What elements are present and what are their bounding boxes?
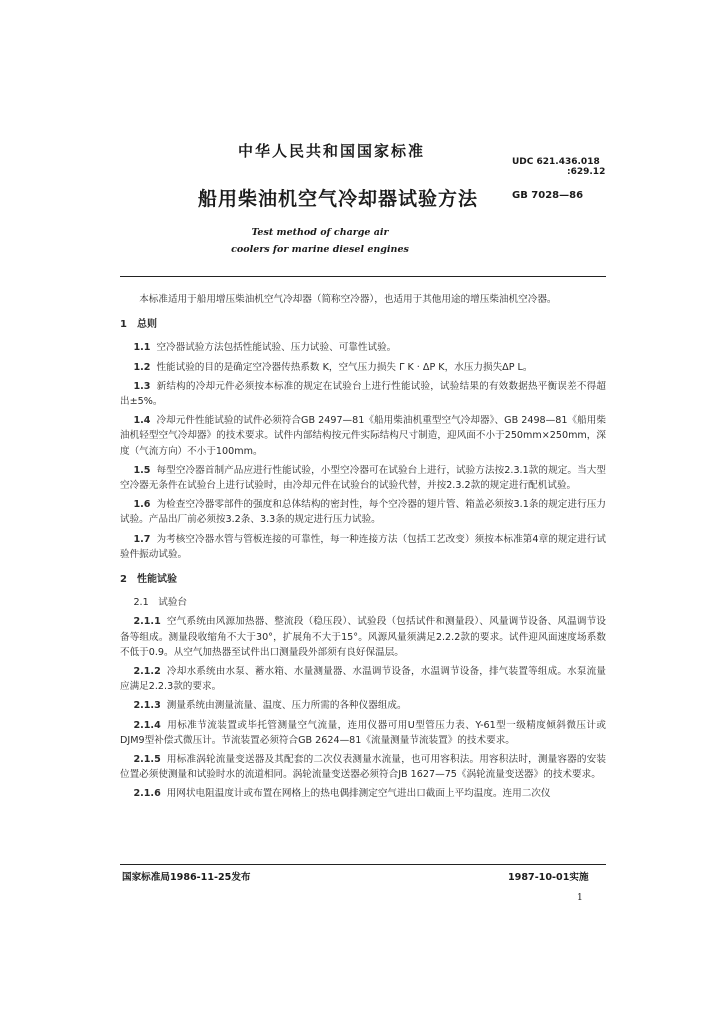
clause-number: 1.2: [133, 361, 151, 373]
clause-text: 性能试验的目的是确定空冷器传热系数 K，空气压力损失 Γ K · ΔP K，水压力损失ΔP L。: [156, 361, 533, 373]
clause-number: 1.6: [133, 499, 151, 511]
section-2-clause: [120, 752, 606, 782]
clause-text: 用网状电阻温度计或布置在网格上的热电偶排测定空气进出口截面上平均温度。连用二次仪: [166, 788, 551, 800]
section-2-clause: [120, 614, 606, 660]
section-2-clause: [120, 698, 606, 713]
document-body: [120, 292, 606, 802]
udc-code: [512, 157, 605, 177]
section-2-clause: [120, 664, 606, 694]
section-2-clause: [120, 786, 606, 801]
intro-paragraph: 本标准适用于船用增压柴油机空气冷却器（简称空冷器），也适用于其他用途的增压柴油机空冷器。: [139, 294, 557, 305]
effective-date: 1987-10-01实施: [508, 872, 589, 883]
clause-text: 为检查空冷器零部件的强度和总体结构的密封性，每个空冷器的翅片管、箱盖必须按3.1条的规定进行压力试验。产品出厂前必须按3.2条、3.3条的规定进行压力试验。: [120, 499, 606, 526]
header-divider: [120, 276, 606, 277]
clause-text: 空气系统由风源加热器、整流段（稳压段）、试验段（包括试件和测量段）、风量调节设备、风温调节设备等组成。测量段收缩角不大于30°，扩展角不大于15°。风源风量须满足2.2.2款的要求。试件迎风面速度场系数不低于0.9。从空气加热器至试件出口测量段外部须有良好保温层。: [120, 616, 606, 658]
english-title-line-2: coolers for marine diesel engines: [231, 244, 409, 255]
gb-code: GB 7028—86: [512, 190, 584, 201]
clause-number: 1.1: [133, 342, 151, 354]
section-1-clause: [120, 497, 606, 527]
clause-number: 1.3: [133, 380, 151, 392]
section-1-heading: 1 总则: [120, 319, 157, 331]
clause-text: 用标准节流装置或毕托管测量空气流量，连用仪器可用U型管压力表、Y-61型一级精度倾斜微压计或DJM9型补偿式微压计。节流装置必须符合GB 2624—81《流量测量节流装置》的技术要求。: [120, 719, 606, 746]
clause-text: 用标准涡轮流量变送器及其配套的二次仪表测量水流量，也可用容积法。用容积法时，测量容器的安装位置必须使测量和试验时水的流道相同。涡轮流量变送器必须符合JB 1627—75《涡轮流量变送器》的技术要求。: [120, 754, 606, 781]
issue-date: 国家标准局1986-11-25发布: [122, 872, 251, 883]
section-1-clause: [120, 413, 606, 459]
clause-text: 冷却水系统由水泵、蓄水箱、水量测量器、水温调节设备，水温调节设备，排气装置等组成。水泵流量应满足2.2.3款的要求。: [120, 666, 606, 693]
clause-text: 为考核空冷器水管与管板连接的可靠性，每一种连接方法（包括工艺改变）须按本标准第4章的规定进行试验件振动试验。: [120, 533, 606, 560]
section-1-clause: [120, 340, 606, 355]
clause-text: 空冷器试验方法包括性能试验、压力试验、可靠性试验。: [156, 342, 397, 354]
footer-divider: [120, 864, 606, 865]
clause-number: 2.1.5: [133, 754, 161, 766]
clause-number: 1.7: [133, 533, 151, 545]
clause-text: 冷却元件性能试验的试件必须符合GB 2497—81《船用柴油机重型空气冷却器》、GB 2498—81《船用柴油机轻型空气冷却器》的技术要求。试件内部结构按元件实际结构尺寸制造，迎风面不小于250mm×250mm，深度（气流方向）不小于100mm。: [120, 415, 606, 457]
clause-number: 1.4: [133, 415, 151, 427]
section-2-items: [120, 614, 606, 801]
section-1-clause: [120, 360, 606, 375]
section-2-1-heading: 2.1 试验台: [133, 597, 188, 609]
clause-number: 2.1.4: [133, 719, 161, 731]
document-title: 船用柴油机空气冷却器试验方法: [198, 188, 479, 210]
clause-text: 新结构的冷却元件必须按本标准的规定在试验台上进行性能试验，试验结果的有效数据热平衡误差不得超出±5%。: [120, 380, 606, 408]
clause-number: 2.1.1: [133, 616, 161, 628]
udc-line-2: :629.12: [567, 167, 606, 177]
section-1-clause: [120, 532, 606, 562]
english-title-line-1: Test method of charge air: [251, 227, 389, 238]
clause-text: 测量系统由测量流量、温度、压力所需的各种仪器组成。: [166, 700, 407, 712]
section-1-clause: [120, 379, 606, 409]
section-2-heading: 2 性能试验: [120, 574, 177, 586]
section-1-items: [120, 340, 606, 562]
clause-number: 2.1.3: [133, 700, 161, 712]
udc-line-1: UDC 621.436.018: [512, 157, 600, 167]
clause-number: 2.1.6: [133, 788, 161, 800]
clause-number: 2.1.2: [133, 666, 161, 678]
country-standard-heading: 中华人民共和国国家标准: [238, 142, 426, 160]
clause-text: 每型空冷器首制产品应进行性能试验，小型空冷器可在试验台上进行，试验方法按2.3.1款的规定。当大型空冷器无条件在试验台上进行试验时，由冷却元件在试验台的试验代替，并按2.3.2款的规定进行配机试验。: [120, 464, 606, 492]
section-2-clause: [120, 718, 606, 748]
section-1-clause: [120, 463, 606, 493]
page-number: 1: [577, 893, 583, 903]
clause-number: 1.5: [133, 464, 151, 476]
english-title: [200, 224, 440, 258]
